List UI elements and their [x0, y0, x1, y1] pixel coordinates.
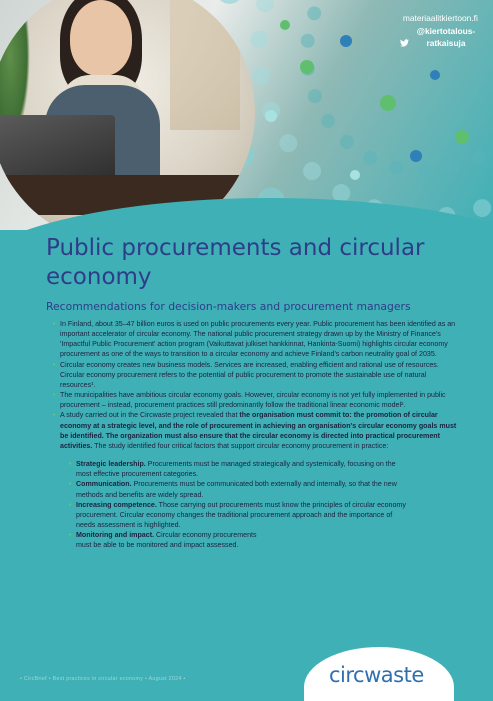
list-item-text: The study identified four critical factors that support circular economy procurement in practice: — [92, 441, 389, 450]
logo-text: circwaste — [329, 663, 424, 687]
list-item — [53, 360, 460, 390]
decorative-dot — [340, 35, 352, 47]
list-item-highlight: the organisation must commit to: the promotion of circular economy at a strategic level, and the role of procurement in achieving an organisation's circular economy goals must be identified. The organization must also ensure that the circular economy is directed into practical procurement activities. — [60, 411, 457, 450]
list-item — [53, 319, 460, 360]
contact-info — [400, 12, 481, 50]
decorative-dot — [430, 70, 440, 80]
page-title: Public procurements and circular economy — [46, 235, 425, 290]
photo-woman-with-laptop — [0, 0, 255, 230]
twitter-handle[interactable] — [400, 25, 481, 50]
factor-text: Those carrying out procurements must know the principles of circular economy procurement. Circular economy changes the traditional procurement approach and the importance of needs assessment is highlighted. — [76, 500, 406, 529]
decorative-dot — [455, 130, 469, 144]
shelf — [170, 0, 240, 130]
factor-title: Increasing competence. — [76, 500, 157, 509]
list-item-text: A study carried out in the Circwaste project revealed that — [60, 411, 240, 420]
bullet-icon: • — [53, 360, 56, 369]
bullet-icon: • — [53, 391, 56, 400]
factor-title: Strategic leadership. — [76, 460, 146, 469]
factor-item — [69, 459, 406, 479]
footer-text: • CircBrief • Best practices in circular economy • August 2024 • — [20, 676, 186, 682]
decorative-dot — [350, 170, 360, 180]
list-item-text: In Finland, about 35–47 billion euros is used on public procurements every year. Public procurement has been identified as an important accelerator of circular economy. The national public procurement strategy drawn up by the Ministry of Finance's 'Impactful Public Procurement' action program (Vaikuttavat julkiset hankkinnat, Hankinta-Suomi) highlights circular economy procurement as one of the ways to transition to a circular economy and achieve Finland's carbon neutrality goal of 2035. — [60, 320, 456, 359]
bullet-icon: • — [53, 320, 56, 328]
list-item — [53, 410, 460, 550]
factor-title: Communication. — [76, 480, 132, 489]
decorative-dot — [410, 150, 422, 162]
website-link[interactable]: materiaalitkiertoon.fi — [402, 13, 478, 23]
person-head — [70, 0, 132, 76]
twitter-handle-text: @kiertotalous-ratkaisuja — [416, 25, 476, 48]
decorative-dot — [380, 95, 396, 111]
hero-image — [0, 0, 493, 230]
circwaste-logo — [314, 653, 444, 701]
list-item-text: Circular economy creates new business models. Services are increased, enabling efficient and rational use of resources. Circular economy procurement refers to the potential of public procurement to promote the sustainable use of natural resources¹. — [60, 360, 439, 389]
list-item-text: The municipalities have ambitious circular economy goals. However, circular economy is not yet fully implemented in public procurement – instead, procurement practices still predominantly follow the traditional linear economic model². — [60, 391, 446, 410]
bullet-icon: • — [69, 480, 72, 489]
main-content — [53, 319, 460, 550]
bullet-icon: • — [69, 531, 72, 540]
bullet-list — [53, 319, 460, 550]
factor-text: Procurements must be managed strategically and systemically, focusing on the most effective procurement categories. — [76, 460, 396, 479]
decorative-dot — [300, 60, 314, 74]
twitter-icon — [400, 38, 411, 48]
decorative-dot — [265, 110, 277, 122]
factor-text: Procurements must be communicated both externally and internally, so that the new methods and benefits are widely spread. — [76, 480, 397, 499]
bullet-icon: • — [69, 460, 72, 469]
decorative-dot — [280, 20, 290, 30]
factor-item — [69, 479, 406, 499]
factor-title: Monitoring and impact. — [76, 531, 155, 540]
factor-item — [69, 530, 266, 550]
bullet-icon: • — [69, 500, 72, 509]
bullet-icon: • — [53, 411, 56, 420]
factor-item — [69, 500, 406, 530]
list-item — [53, 390, 460, 410]
page-subtitle: Recommendations for decision-makers and procurement managers — [46, 300, 411, 313]
factor-text: Circular economy procurements must be able to be monitored and impact assessed. — [76, 531, 257, 550]
factor-list — [69, 459, 406, 550]
